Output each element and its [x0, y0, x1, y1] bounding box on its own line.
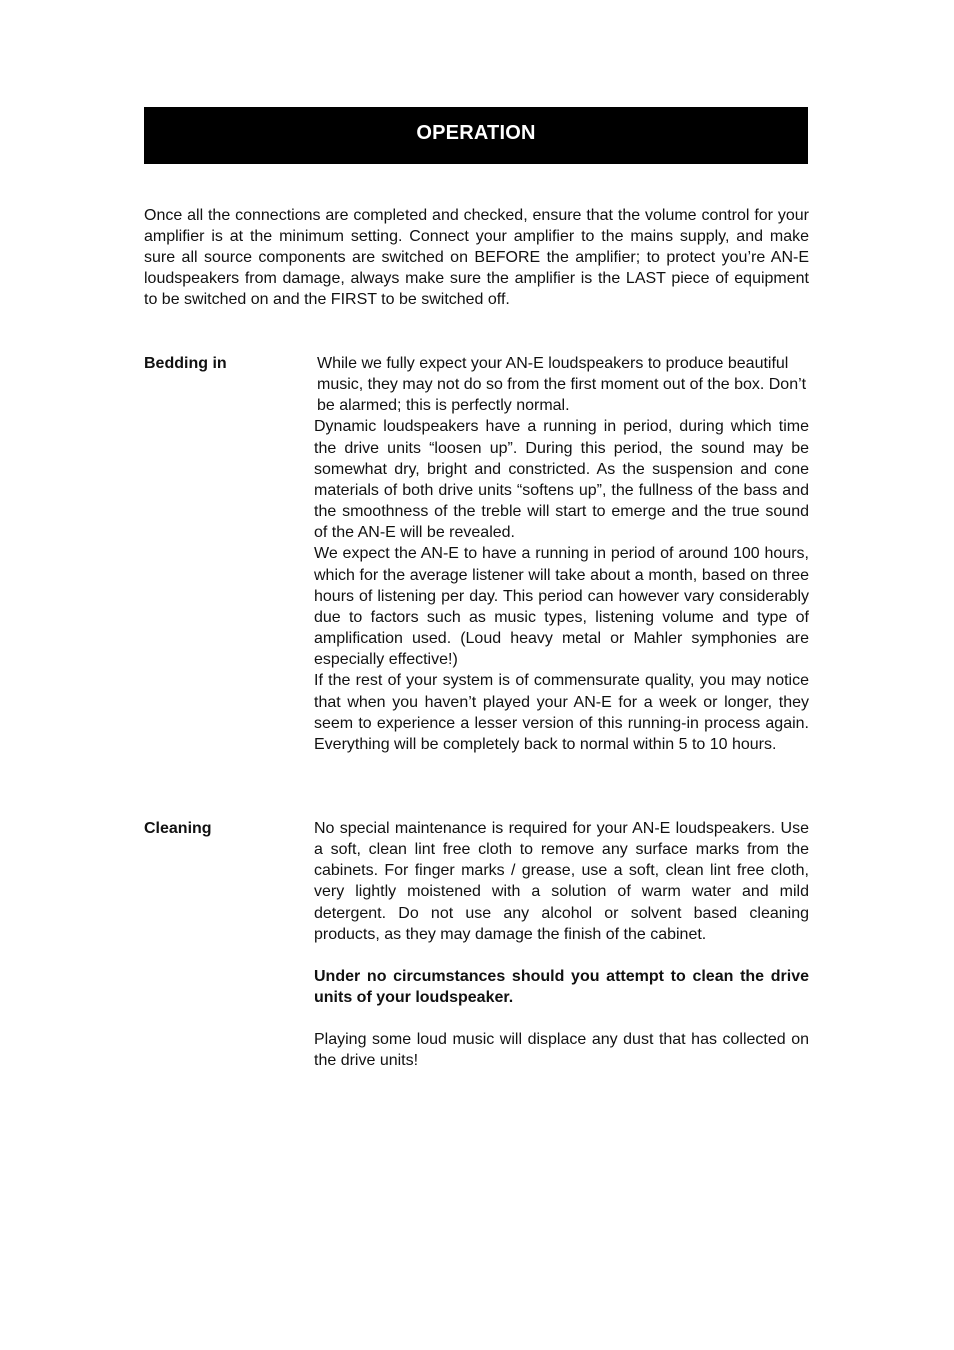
- bedding-in-paragraph: If the rest of your system is of commensurate quality, you may notice that when you haven’t played your AN-E for a week or longer, they seem to experience a lesser version of this running-in process again. Everything will be completely back to normal within 5 to 10 hours.: [314, 672, 809, 753]
- section-title: OPERATION: [416, 122, 536, 144]
- cleaning-paragraph: Playing some loud music will displace any dust that has collected on the drive units!: [314, 1031, 809, 1070]
- cleaning-label: Cleaning: [144, 820, 212, 837]
- cleaning-section: [314, 818, 809, 1072]
- bedding-in-paragraph: We expect the AN-E to have a running in period of around 100 hours, which for the average listener will take about a month, based on three hours of listening per day. This period can however vary considerably due to factors such as music types, listening volume and type of amplification used. (Loud heavy metal or Mahler symphonies are especially effective!): [314, 545, 809, 669]
- bedding-in-paragraph: While we fully expect your AN-E loudspeakers to produce beautiful music, they may not do so from the first moment out of the box. Don’t be alarmed; this is perfectly normal.: [317, 355, 807, 415]
- cleaning-paragraph: No special maintenance is required for your AN-E loudspeakers. Use a soft, clean lint free cloth to remove any surface marks from the cabinets. For finger marks / grease, use a soft, clean lint free cloth, very lightly moistened with a solution of warm water and mild detergent. Do not use any alcohol or solvent based cleaning products, as they may damage the finish of the cabinet.: [314, 820, 809, 943]
- bedding-in-paragraph: Dynamic loudspeakers have a running in period, during which time the drive units “loosen up”. During this period, the sound may be somewhat dry, bright and constricted. As the suspension and cone materials of both drive units “softens up”, the fullness of the bass and the smoothness of the treble will start to emerge and the true sound of the AN-E will be revealed.: [314, 418, 809, 542]
- cleaning-warning: Under no circumstances should you attempt to clean the drive units of your loudspeaker.: [314, 967, 809, 1007]
- section-title-banner: [144, 107, 808, 164]
- intro-paragraph: Once all the connections are completed and checked, ensure that the volume control for your amplifier is at the minimum setting. Connect your amplifier to the mains supply, and make sure all source components are switched on BEFORE the amplifier; to protect you’re AN-E loudspeakers from damage, always make sure the amplifier is the LAST piece of equipment to be switched on and the FIRST to be switched off.: [144, 207, 809, 309]
- bedding-in-section: [314, 353, 809, 755]
- bedding-in-label: Bedding in: [144, 355, 227, 372]
